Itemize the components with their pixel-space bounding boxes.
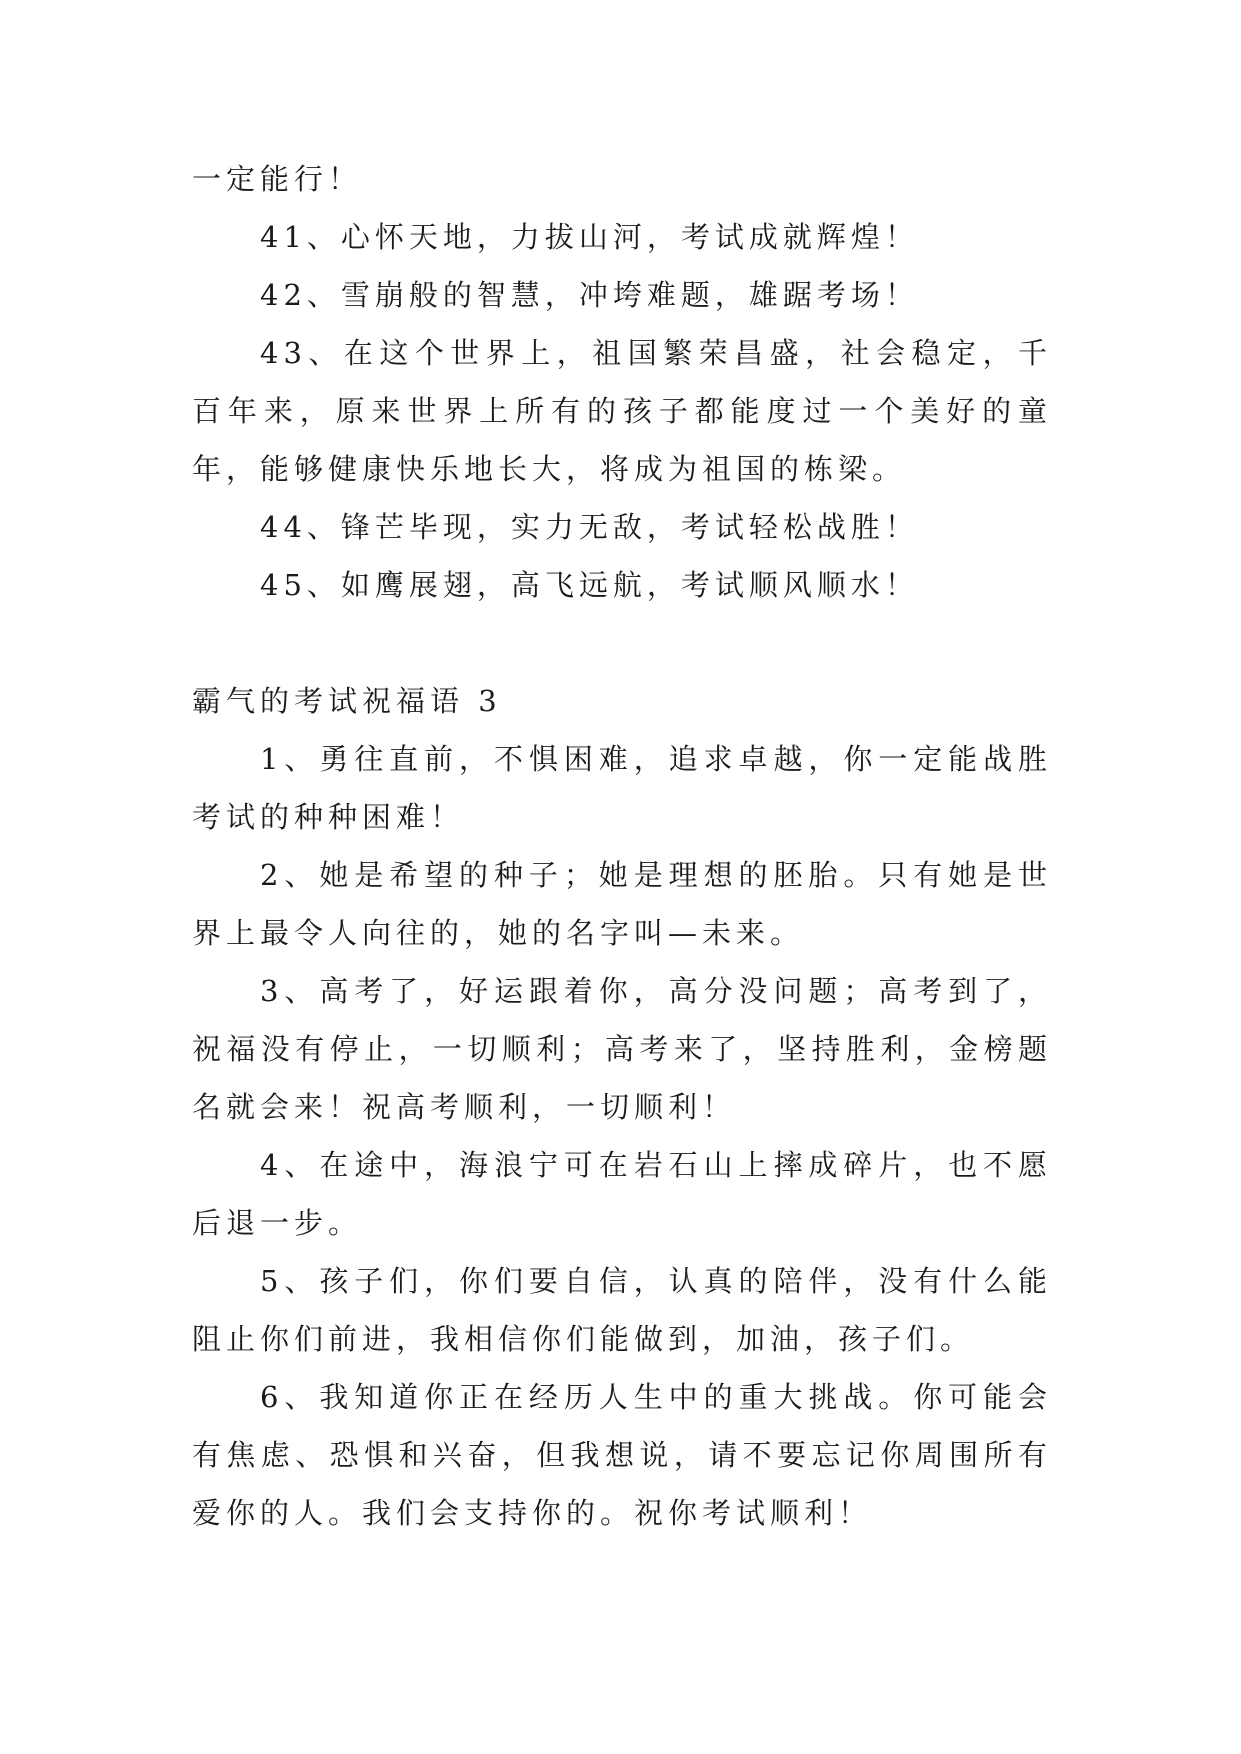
- list-item-6: 6、我知道你正在经历人生中的重大挑战。你可能会有焦虑、恐惧和兴奋，但我想说，请不要忘记你周围所有爱你的人。我们会支持你的。祝你考试顺利！: [192, 1380, 1052, 1530]
- intro-continuation: 一定能行！: [192, 162, 363, 196]
- list-item-2: 2、她是希望的种子；她是理想的胚胎。只有她是世界上最令人向往的，她的名字叫—未来。: [192, 858, 1052, 950]
- section-title: 霸气的考试祝福语 3: [192, 684, 502, 718]
- list-item-5: 5、孩子们，你们要自信，认真的陪伴，没有什么能阻止你们前进，我相信你们能做到，加油，孩子们。: [192, 1264, 1052, 1356]
- list-item-44: 44、锋芒毕现，实力无敌，考试轻松战胜！: [260, 510, 919, 544]
- list-item-43: 43、在这个世界上，祖国繁荣昌盛，社会稳定，千百年来，原来世界上所有的孩子都能度过一个美好的童年，能够健康快乐地长大，将成为祖国的栋梁。: [192, 336, 1052, 486]
- document-page: [192, 150, 1052, 1542]
- list-item-45: 45、如鹰展翅，高飞远航，考试顺风顺水！: [260, 568, 919, 602]
- list-item-4: 4、在途中，海浪宁可在岩石山上摔成碎片，也不愿后退一步。: [192, 1148, 1052, 1240]
- list-item-41: 41、心怀天地，力拔山河，考试成就辉煌！: [260, 220, 919, 254]
- list-item-3: 3、高考了，好运跟着你，高分没问题；高考到了，祝福没有停止，一切顺利；高考来了，坚持胜利，金榜题名就会来！祝高考顺利，一切顺利！: [192, 974, 1052, 1124]
- list-item-1: 1、勇往直前，不惧困难，追求卓越，你一定能战胜考试的种种困难！: [192, 742, 1052, 834]
- list-item-42: 42、雪崩般的智慧，冲垮难题，雄踞考场！: [260, 278, 919, 312]
